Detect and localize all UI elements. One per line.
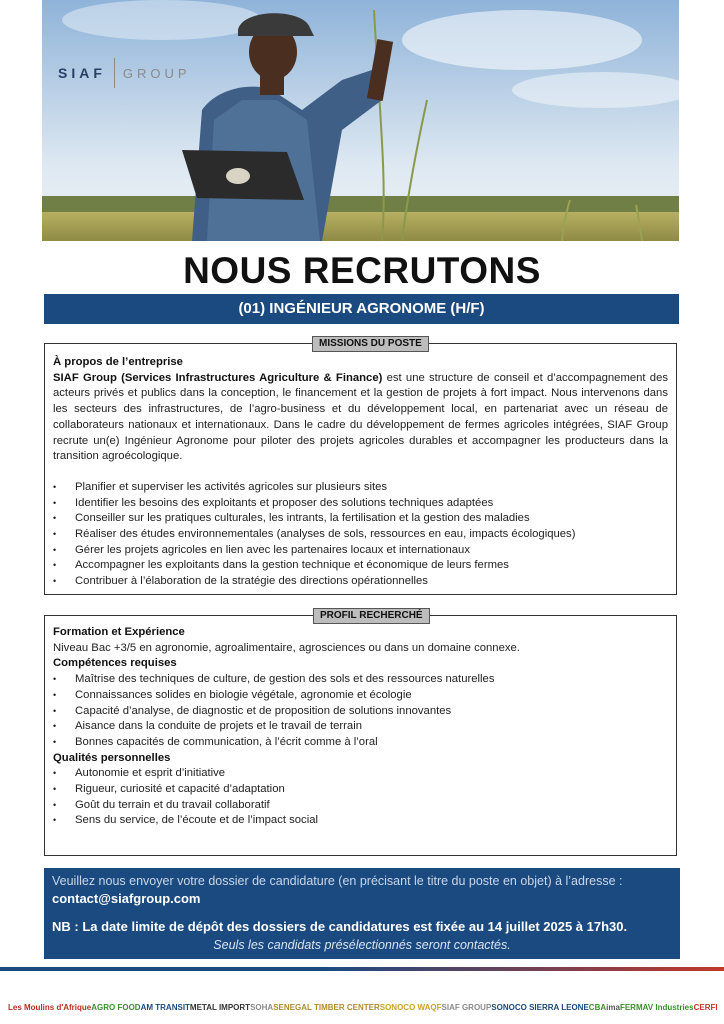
list-item: • Maîtrise des techniques de culture, de gestion des sols et des ressources naturelles xyxy=(53,672,668,688)
profile-tab-label: PROFIL RECHERCHÉ xyxy=(313,608,430,624)
partner-logo: FERMAV Industries xyxy=(619,1002,694,1012)
list-item: • Gérer les projets agricoles en lien avec les partenaires locaux et internationaux xyxy=(53,543,668,559)
partner-logo: SENEGAL TIMBER CENTER xyxy=(273,1002,380,1012)
partner-logo: CERFI xyxy=(693,1002,718,1012)
about-paragraph xyxy=(53,371,668,465)
list-item: • Sens du service, de l’écoute et de l’impact social xyxy=(53,813,668,829)
list-item: • Goût du terrain et du travail collaboratif xyxy=(53,798,668,814)
list-item: • Réaliser des études environnementales (analyses de sols, ressources en eau, impacts écologiques) xyxy=(53,527,668,543)
partner-logo: SONOCO WAQF xyxy=(379,1002,442,1012)
list-item: • Accompagner les exploitants dans la gestion technique et économique de leurs fermes xyxy=(53,558,668,574)
logo-brand: SIAF xyxy=(58,65,106,81)
skills-heading: Compétences requises xyxy=(53,657,177,670)
partner-logo: CBA xyxy=(588,1002,607,1012)
partner-logo: SOHA xyxy=(250,1002,274,1012)
list-item: • Planifier et superviser les activités agricoles sur plusieurs sites xyxy=(53,480,668,496)
application-footer xyxy=(44,868,680,959)
about-text: est une structure de conseil et d’accompagnement des acteurs privés et publics dans la conception, le financement et la gestion de projets à fort impact. Nous intervenons dans les secteurs des infrastructures, de l’agro-business et du développement local, en partenariat avec un réseau de collaborateurs nationaux et internationaux. Dans le cadre du développement de fermes agricoles intégrées, SIAF Group recrute un(e) Ingénieur Agronome pour piloter des projets agricoles durables et accompagner les producteurs dans la transition agroécologique. xyxy=(53,371,669,463)
list-item: • Connaissances solides en biologie végétale, agronomie et écologie xyxy=(53,688,668,704)
missions-list xyxy=(53,480,668,590)
profile-section xyxy=(44,610,677,856)
partner-logo: SIAF GROUP xyxy=(441,1002,492,1012)
selection-note: Seuls les candidats présélectionnés seront contactés. xyxy=(213,938,511,952)
partner-logo: AM TRANSIT xyxy=(140,1002,190,1012)
partner-logos xyxy=(0,990,724,1024)
missions-content xyxy=(53,355,668,590)
list-item: • Bonnes capacités de communication, à l’écrit comme à l’oral xyxy=(53,735,668,751)
qualities-list xyxy=(53,766,668,829)
skills-list xyxy=(53,672,668,751)
list-item: • Aisance dans la conduite de projets et le travail de terrain xyxy=(53,719,668,735)
about-lead: SIAF Group (Services Infrastructures Agriculture & Finance) xyxy=(53,371,383,384)
farmer-field-illustration xyxy=(42,0,679,241)
logo-sub: GROUP xyxy=(122,65,191,81)
list-item: • Autonomie et esprit d’initiative xyxy=(53,766,668,782)
contact-email[interactable]: contact@siafgroup.com xyxy=(52,891,201,906)
divider-stripe xyxy=(0,967,724,971)
partner-logo: SONOCO SIERRA LEONE xyxy=(491,1002,589,1012)
page-title: NOUS RECRUTONS xyxy=(183,250,541,291)
list-item: • Conseiller sur les pratiques culturales, les intrants, la fertilisation et la gestion des maladies xyxy=(53,511,668,527)
logo-divider xyxy=(114,58,115,88)
list-item: • Rigueur, curiosité et capacité d’adaptation xyxy=(53,782,668,798)
profile-content xyxy=(53,625,668,829)
list-item: • Identifier les besoins des exploitants et proposer des solutions techniques adaptées xyxy=(53,496,668,512)
siaf-logo xyxy=(58,58,191,88)
job-title-bar: (01) INGÉNIEUR AGRONOME (H/F) xyxy=(44,294,679,324)
partner-logo: Les Moulins d'Afrique xyxy=(8,1002,92,1012)
list-item: • Contribuer à l’élaboration de la stratégie des directions opérationnelles xyxy=(53,574,668,590)
missions-section xyxy=(44,338,677,595)
partner-logo: METAL IMPORT xyxy=(189,1002,251,1012)
list-item: • Capacité d’analyse, de diagnostic et de proposition de solutions innovantes xyxy=(53,704,668,720)
formation-text: Niveau Bac +3/5 en agronomie, agroalimentaire, agrosciences ou dans un domaine connexe. xyxy=(53,641,520,654)
hero-photo xyxy=(42,0,679,241)
missions-tab-label: MISSIONS DU POSTE xyxy=(312,336,429,352)
about-heading: À propos de l’entreprise xyxy=(53,356,183,368)
qualities-heading: Qualités personnelles xyxy=(53,751,171,764)
deadline-notice: NB : La date limite de dépôt des dossiers de candidatures est fixée au 14 juillet 2025 à 17h30. xyxy=(52,919,628,934)
formation-heading: Formation et Expérience xyxy=(53,626,185,638)
partner-logo: ima xyxy=(606,1002,620,1012)
partner-logo: AGRO FOOD xyxy=(91,1002,141,1012)
application-intro: Veuillez nous envoyer votre dossier de candidature (en précisant le titre du poste en objet) à l’adresse : xyxy=(52,874,623,888)
